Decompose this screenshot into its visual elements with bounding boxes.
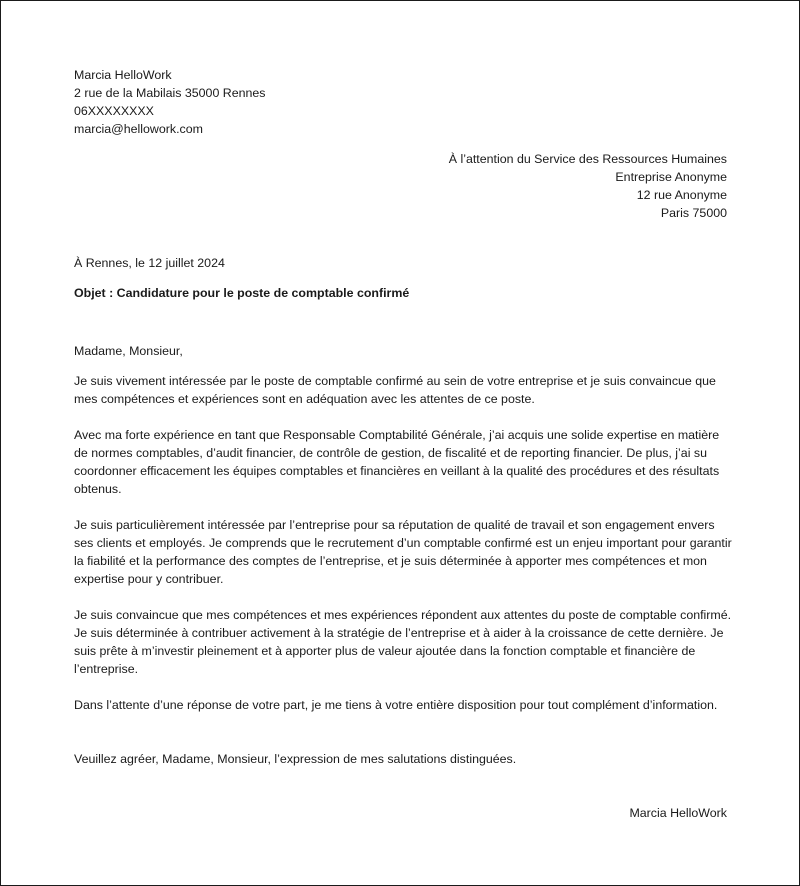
recipient-city: Paris 75000 [660, 206, 727, 220]
sender-email: marcia@hellowork.com [74, 122, 203, 136]
sender-phone: 06XXXXXXXX [74, 104, 154, 118]
recipient-attention: À l’attention du Service des Ressources Humaines [448, 152, 727, 166]
body-paragraph: Avec ma forte expérience en tant que Responsable Comptabilité Générale, j’ai acquis une solide expertise en matière de normes comptables, d’audit financier, de contrôle de gestion, de fiscalité et de reporting financier. De plus, j’ai su coordonner efficacement les équipes comptables et financières en veillant à la qualité des procédures et des résultats obtenus. [74, 428, 720, 496]
recipient-street: 12 rue Anonyme [636, 188, 727, 202]
subject-line: Objet : Candidature pour le poste de comptable confirmé [74, 286, 410, 300]
body-paragraph: Je suis particulièrement intéressée par l’entreprise pour sa réputation de qualité de travail et son engagement envers ses clients et employés. Je comprends que le recrutement d’un comptable confirmé est un enjeu important pour garantir la fiabilité et la performance des comptes de l’entreprise, et je suis déterminée à apporter mes compétences et mon expertise pour y contribuer. [74, 518, 732, 586]
letter-body [74, 372, 734, 732]
closing-line: Veuillez agréer, Madame, Monsieur, l’expression de mes salutations distinguées. [74, 752, 517, 766]
date-line: À Rennes, le 12 juillet 2024 [74, 256, 225, 270]
body-paragraph: Dans l’attente d’une réponse de votre part, je me tiens à votre entière disposition pour tout complément d’information. [74, 698, 718, 712]
body-paragraph: Je suis vivement intéressée par le poste de comptable confirmé au sein de votre entreprise et je suis convaincue que mes compétences et expériences sont en adéquation avec les attentes de ce poste. [74, 374, 716, 406]
sender-block [74, 66, 266, 138]
body-paragraph: Je suis convaincue que mes compétences et mes expériences répondent aux attentes du poste de comptable confirmé. Je suis déterminée à contribuer activement à la stratégie de l’entreprise et à aider à la croissance de cette dernière. Je suis prête à m’investir pleinement et à apporter plus de valeur ajoutée dans la fonction comptable et financière de l’entreprise. [74, 608, 732, 676]
recipient-block [449, 150, 727, 222]
greeting: Madame, Monsieur, [74, 344, 183, 358]
sender-name: Marcia HelloWork [74, 68, 172, 82]
sender-address: 2 rue de la Mabilais 35000 Rennes [74, 86, 266, 100]
recipient-company: Entreprise Anonyme [615, 170, 727, 184]
signature: Marcia HelloWork [629, 806, 727, 820]
